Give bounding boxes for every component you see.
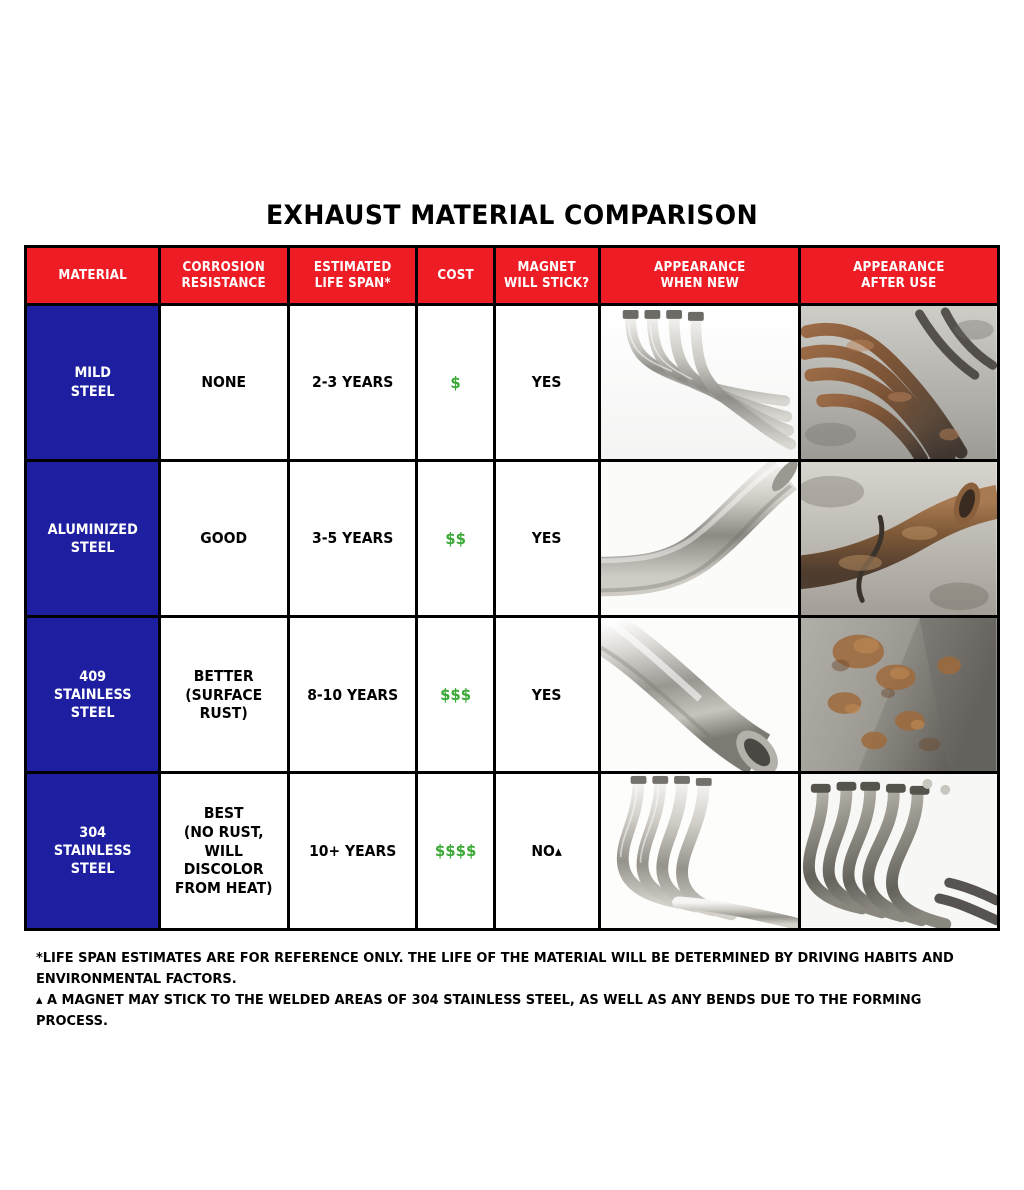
cell-lifespan-409-stainless-steel: 8-10 YEARS xyxy=(288,617,416,773)
exhaust-material-comparison-table xyxy=(24,245,1000,931)
cell-photo-mild-steel-new xyxy=(599,305,800,461)
column-header-corrosion-resistance: CORROSION RESISTANCE xyxy=(160,247,288,305)
cell-lifespan-304-stainless-steel: 10+ YEARS xyxy=(288,773,416,929)
cell-magnet-304-stainless-steel: NO▴ xyxy=(495,773,599,929)
comparison-chart xyxy=(24,200,1000,931)
cell-cost-304-stainless-steel: $$$$ xyxy=(417,773,495,929)
column-header-material: MATERIAL xyxy=(26,247,160,305)
cell-magnet-409-stainless-steel: YES xyxy=(495,617,599,773)
footnote-magnet: ▴ A MAGNET MAY STICK TO THE WELDED AREAS OF 304 STAINLESS STEEL, AS WELL AS ANY BENDS DUE TO THE FORMING PROCESS. xyxy=(36,991,922,1029)
cell-material-mild-steel: MILD STEEL xyxy=(26,305,160,461)
table-row xyxy=(26,617,999,773)
cell-corrosion-304-stainless-steel: BEST (NO RUST, WILL DISCOLOR FROM HEAT) xyxy=(160,773,288,929)
cell-cost-409-stainless-steel: $$$ xyxy=(417,617,495,773)
table-row xyxy=(26,305,999,461)
cell-photo-aluminized-used xyxy=(800,461,999,617)
photo-polished-pipe-new xyxy=(601,618,799,771)
footnote-life-span: *LIFE SPAN ESTIMATES ARE FOR REFERENCE ONLY. THE LIFE OF THE MATERIAL WILL BE DETERMINED BY DRIVING HABITS AND ENVIRONMENTAL FACTORS. xyxy=(36,950,954,987)
column-header-cost: COST xyxy=(417,247,495,305)
cell-photo-304-new xyxy=(599,773,800,929)
cell-photo-mild-steel-used xyxy=(800,305,999,461)
photo-rusted-headers-used xyxy=(801,306,997,459)
photo-rusted-muffler-pipe-used xyxy=(801,462,997,615)
footnotes xyxy=(36,948,996,1032)
photo-stainless-headers-new xyxy=(601,306,799,459)
column-header-appearance-when-new: APPEARANCE WHEN NEW xyxy=(599,247,800,305)
cell-photo-409-used xyxy=(800,617,999,773)
cell-material-aluminized-steel: ALUMINIZED STEEL xyxy=(26,461,160,617)
cell-material-304-stainless-steel: 304 STAINLESS STEEL xyxy=(26,773,160,929)
cell-magnet-mild-steel: YES xyxy=(495,305,599,461)
cell-corrosion-409-stainless-steel: BETTER (SURFACE RUST) xyxy=(160,617,288,773)
cell-lifespan-mild-steel: 2-3 YEARS xyxy=(288,305,416,461)
cell-material-409-stainless-steel: 409 STAINLESS STEEL xyxy=(26,617,160,773)
column-header-magnet-will-stick: MAGNET WILL STICK? xyxy=(495,247,599,305)
cell-photo-304-used xyxy=(800,773,999,929)
cell-cost-mild-steel: $ xyxy=(417,305,495,461)
photo-bent-pipe-new xyxy=(601,462,799,615)
table-header-row xyxy=(26,247,999,305)
cell-photo-409-new xyxy=(599,617,800,773)
column-header-estimated-life-span: ESTIMATED LIFE SPAN* xyxy=(288,247,416,305)
cell-corrosion-aluminized-steel: GOOD xyxy=(160,461,288,617)
table-row xyxy=(26,461,999,617)
photo-304-headers-new xyxy=(601,774,799,927)
cell-corrosion-mild-steel: NONE xyxy=(160,305,288,461)
page-title: EXHAUST MATERIAL COMPARISON xyxy=(265,200,759,231)
table-row xyxy=(26,773,999,929)
cell-lifespan-aluminized-steel: 3-5 YEARS xyxy=(288,461,416,617)
cell-magnet-aluminized-steel: YES xyxy=(495,461,599,617)
cell-photo-aluminized-new xyxy=(599,461,800,617)
photo-surface-rust-pipe-used xyxy=(801,618,997,771)
photo-304-headers-discolored-used xyxy=(801,774,997,927)
cell-cost-aluminized-steel: $$ xyxy=(417,461,495,617)
column-header-appearance-after-use: APPEARANCE AFTER USE xyxy=(800,247,999,305)
